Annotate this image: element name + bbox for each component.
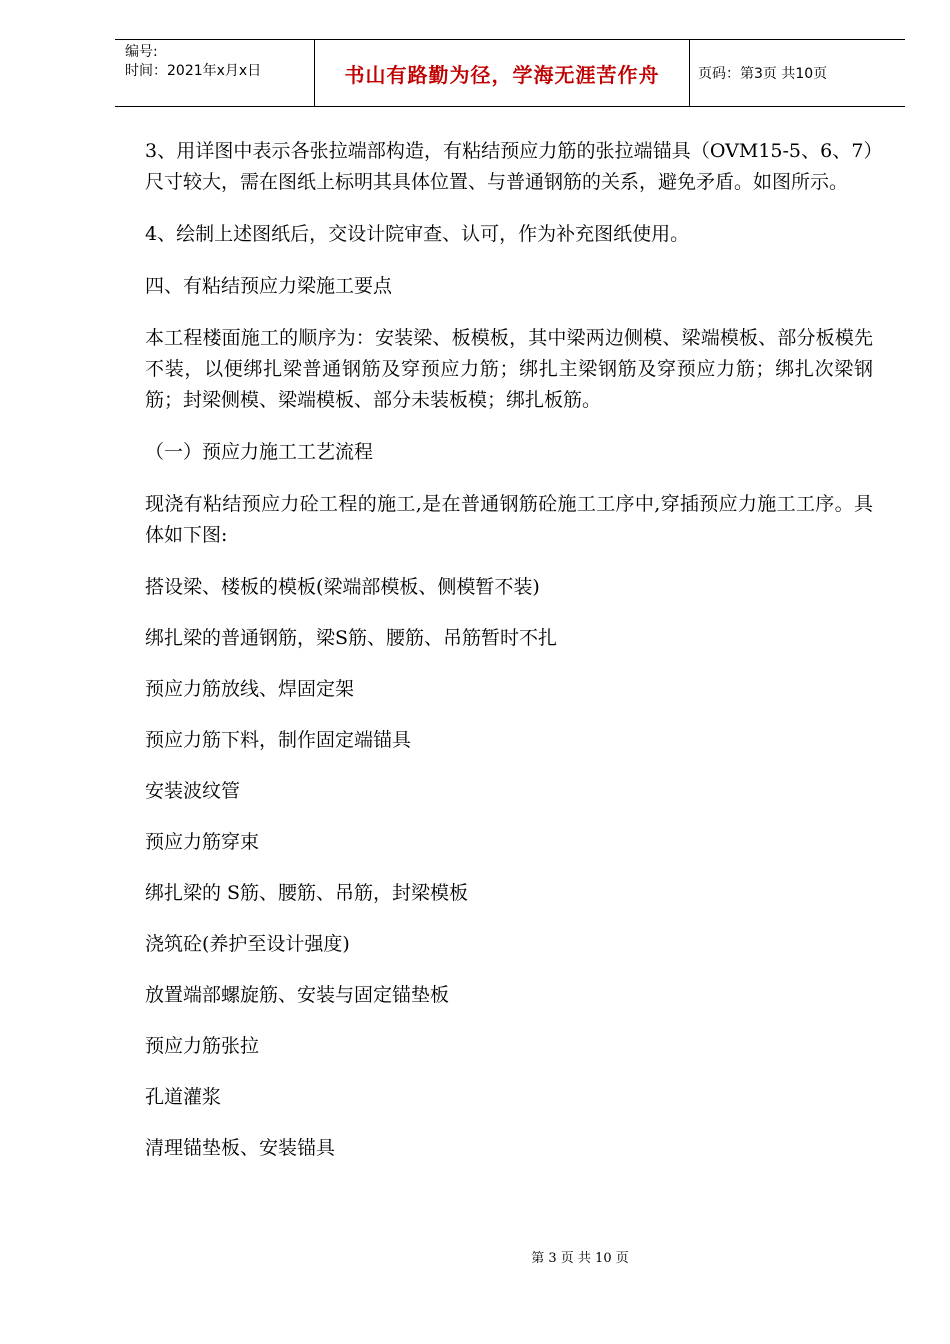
paragraph-review: 4、绘制上述图纸后，交设计院审查、认可，作为补充图纸使用。	[145, 223, 690, 245]
process-step: 预应力筋穿束	[145, 831, 260, 853]
process-step: 安装波纹管	[145, 780, 241, 802]
process-step: 孔道灌浆	[145, 1086, 222, 1108]
process-step: 预应力筋放线、焊固定架	[145, 678, 355, 700]
process-step: 清理锚垫板、安装锚具	[145, 1137, 336, 1159]
process-step: 绑扎梁的普通钢筋，梁S筋、腰筋、吊筋暂时不扎	[145, 627, 558, 649]
process-step: 放置端部螺旋筋、安装与固定锚垫板	[145, 984, 450, 1006]
process-step: 搭设梁、楼板的模板(梁端部模板、侧模暂不装)	[145, 576, 540, 598]
process-step: 预应力筋张拉	[145, 1035, 260, 1057]
header-page-info: 页码：第3页 共10页	[698, 66, 828, 82]
header-meta	[115, 40, 315, 106]
header-motto: 书山有路勤为径，学海无涯苦作舟	[315, 40, 690, 106]
page-footer: 第 3 页 共 10 页	[531, 1251, 629, 1266]
process-step: 绑扎梁的 S筋、腰筋、吊筋，封梁模板	[145, 882, 469, 904]
paragraph-detail-drawings: 3、用详图中表示各张拉端部构造，有粘结预应力筋的张拉端锚具（OVM15-5、6、7）尺寸较大，需在图纸上标明其具体位置、与普通钢筋的关系，避免矛盾。如图所示。	[145, 140, 873, 193]
paragraph-process-intro: 现浇有粘结预应力砼工程的施工,是在普通钢筋砼施工工序中,穿插预应力施工工序。具体如下图:	[145, 493, 873, 546]
document-body	[145, 136, 873, 1184]
document-time-label: 时间：2021年x月x日	[125, 63, 262, 79]
subsection-heading: （一）预应力施工工艺流程	[145, 441, 374, 463]
paragraph-floor-sequence: 本工程楼面施工的顺序为：安装梁、板模板，其中梁两边侧模、梁端模板、部分板模先不装，以便绑扎梁普通钢筋及穿预应力筋；绑扎主梁钢筋及穿预应力筋；绑扎次梁钢筋；封梁侧模、梁端模板、部分未装板模；绑扎板筋。	[145, 327, 873, 411]
section-heading: 四、有粘结预应力梁施工要点	[145, 275, 393, 297]
page-header	[115, 39, 905, 107]
process-step: 浇筑砼(养护至设计强度)	[145, 933, 350, 955]
process-step: 预应力筋下料，制作固定端锚具	[145, 729, 412, 751]
document-number-label: 编号:	[125, 44, 158, 60]
